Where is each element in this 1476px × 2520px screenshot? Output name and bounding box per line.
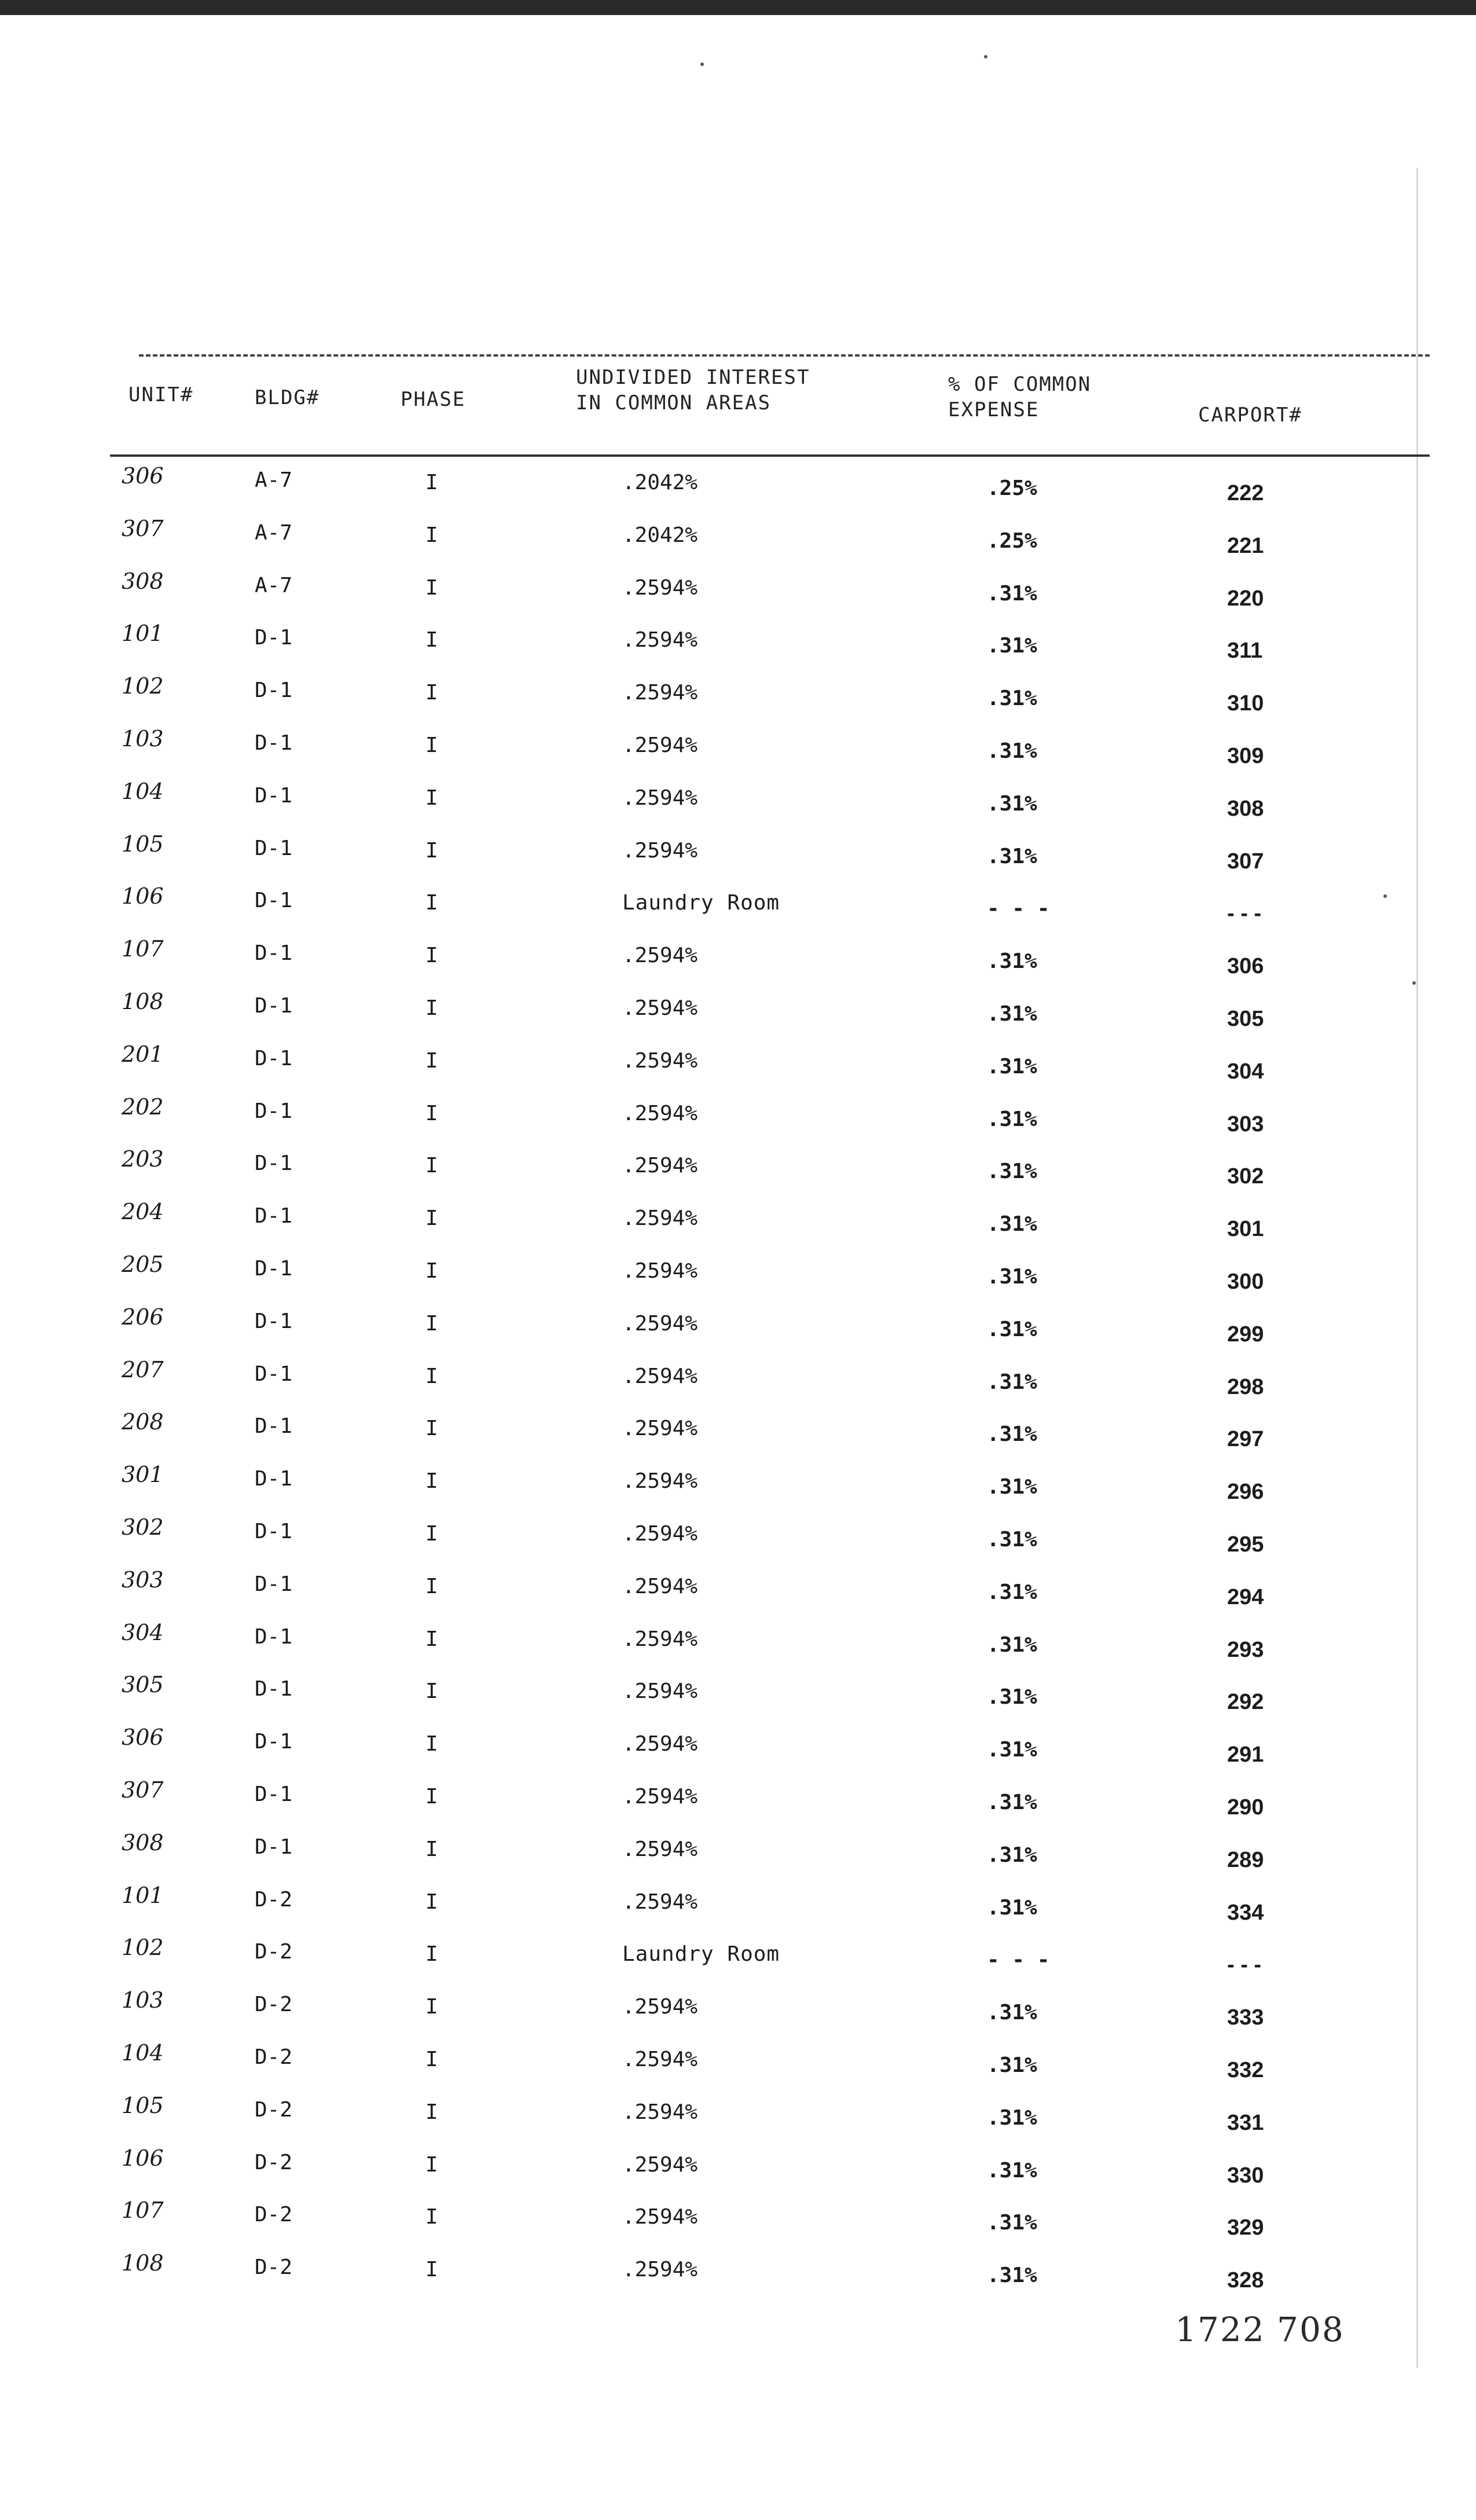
- common-expense-cell: .31%: [987, 949, 1037, 974]
- unit-cell: 202: [122, 1094, 164, 1120]
- bldg-cell: D-1: [255, 626, 293, 650]
- common-expense-cell: .31%: [987, 2158, 1037, 2182]
- carport-cell: 328: [1227, 2268, 1264, 2293]
- undivided-interest-cell: .2594%: [622, 1574, 698, 1598]
- header-unit: UNIT#: [128, 383, 194, 406]
- undivided-interest-cell: .2594%: [622, 1417, 698, 1441]
- common-expense-cell: - - -: [987, 897, 1050, 921]
- unit-cell: 307: [122, 515, 164, 541]
- header-phase: PHASE: [401, 388, 466, 411]
- unit-cell: 106: [122, 883, 164, 909]
- phase-cell: I: [425, 944, 438, 968]
- undivided-interest-cell: .2042%: [622, 471, 698, 494]
- common-expense-cell: .31%: [987, 1580, 1037, 1604]
- undivided-interest-cell: .2594%: [622, 2205, 698, 2229]
- phase-cell: I: [425, 2152, 438, 2177]
- unit-cell: 101: [122, 1882, 164, 1908]
- phase-cell: I: [425, 733, 438, 757]
- bldg-cell: D-1: [255, 1572, 293, 1596]
- undivided-interest-cell: .2594%: [622, 681, 698, 705]
- unit-cell: 305: [122, 1672, 164, 1698]
- undivided-interest-cell: .2594%: [622, 2048, 698, 2071]
- carport-cell: 307: [1227, 849, 1264, 874]
- carport-cell: 304: [1227, 1059, 1264, 1084]
- unit-cell: 307: [122, 1777, 164, 1803]
- undivided-interest-cell: .2594%: [622, 2152, 698, 2177]
- carport-cell: 332: [1227, 2058, 1264, 2082]
- page-number: 1722 708: [1175, 2310, 1345, 2349]
- unit-cell: 308: [122, 1829, 164, 1855]
- unit-cell: 301: [122, 1462, 164, 1488]
- unit-cell: 102: [122, 1935, 164, 1961]
- undivided-interest-cell: .2594%: [622, 1732, 698, 1756]
- bldg-cell: D-1: [255, 1835, 293, 1859]
- common-expense-cell: .31%: [987, 1528, 1037, 1551]
- undivided-interest-cell: Laundry Room: [622, 1942, 780, 1967]
- common-expense-cell: .31%: [987, 1054, 1037, 1079]
- common-expense-cell: .31%: [987, 1895, 1037, 1920]
- phase-cell: I: [425, 681, 438, 705]
- undivided-interest-cell: .2594%: [622, 1995, 698, 2019]
- phase-cell: I: [425, 1679, 438, 1704]
- common-expense-cell: .31%: [987, 739, 1037, 763]
- undivided-interest-cell: .2594%: [622, 733, 698, 757]
- bldg-cell: D-2: [255, 1887, 293, 1912]
- carport-cell: - - -: [1227, 901, 1262, 926]
- undivided-interest-cell: .2594%: [622, 838, 698, 863]
- common-expense-cell: .31%: [987, 1685, 1037, 1710]
- unit-cell: 308: [122, 568, 164, 594]
- phase-cell: I: [425, 1942, 438, 1967]
- phase-cell: I: [425, 1995, 438, 2019]
- phase-cell: I: [425, 1522, 438, 1546]
- carport-cell: 303: [1227, 1112, 1264, 1136]
- bldg-cell: D-1: [255, 1099, 293, 1123]
- carport-cell: 300: [1227, 1270, 1264, 1294]
- carport-cell: 301: [1227, 1217, 1264, 1242]
- header-undivided-interest: UNDIVIDED INTEREST IN COMMON AREAS: [576, 366, 810, 415]
- unit-cell: 102: [122, 673, 164, 699]
- carport-cell: 294: [1227, 1584, 1264, 1609]
- undivided-interest-cell: .2594%: [622, 1785, 698, 1809]
- scan-speck: [984, 55, 987, 58]
- bldg-cell: D-1: [255, 1151, 293, 1176]
- common-expense-cell: .31%: [987, 687, 1037, 711]
- bldg-cell: D-1: [255, 1362, 293, 1386]
- common-expense-cell: .31%: [987, 634, 1037, 658]
- carport-cell: 298: [1227, 1374, 1264, 1399]
- common-expense-cell: .31%: [987, 2053, 1037, 2077]
- undivided-interest-cell: Laundry Room: [622, 891, 780, 915]
- phase-cell: I: [425, 2048, 438, 2071]
- unit-cell: 306: [122, 1725, 164, 1751]
- unit-cell: 108: [122, 989, 164, 1014]
- phase-cell: I: [425, 1154, 438, 1178]
- phase-cell: I: [425, 2258, 438, 2282]
- undivided-interest-cell: .2594%: [622, 1837, 698, 1861]
- bldg-cell: A-7: [255, 468, 293, 492]
- phase-cell: I: [425, 2100, 438, 2124]
- phase-cell: I: [425, 1890, 438, 1914]
- unit-cell: 101: [122, 621, 164, 647]
- carport-cell: 292: [1227, 1690, 1264, 1715]
- bldg-cell: D-1: [255, 1467, 293, 1491]
- bldg-cell: D-2: [255, 2203, 293, 2227]
- header-common-expense: % OF COMMON EXPENSE: [948, 373, 1092, 421]
- undivided-interest-cell: .2594%: [622, 1469, 698, 1494]
- bldg-cell: D-1: [255, 731, 293, 755]
- phase-cell: I: [425, 1785, 438, 1809]
- unit-cell: 302: [122, 1514, 164, 1540]
- unit-cell: 303: [122, 1567, 164, 1593]
- scan-speck: [1412, 981, 1416, 985]
- bldg-cell: D-1: [255, 1204, 293, 1228]
- carport-cell: 222: [1227, 481, 1264, 505]
- bldg-cell: D-2: [255, 2255, 293, 2280]
- carport-cell: 330: [1227, 2163, 1264, 2188]
- undivided-interest-cell: .2594%: [622, 1890, 698, 1914]
- carport-cell: 296: [1227, 1480, 1264, 1505]
- common-expense-cell: .31%: [987, 1212, 1037, 1237]
- bldg-cell: D-2: [255, 2045, 293, 2069]
- unit-cell: 103: [122, 726, 164, 751]
- common-expense-cell: .25%: [987, 476, 1037, 500]
- scan-top-border: [0, 0, 1476, 15]
- bldg-cell: D-1: [255, 1782, 293, 1806]
- common-expense-cell: .31%: [987, 1002, 1037, 1026]
- common-expense-cell: .31%: [987, 1738, 1037, 1762]
- header-carport: CARPORT#: [1198, 404, 1302, 427]
- common-expense-cell: .31%: [987, 844, 1037, 868]
- bldg-cell: D-1: [255, 836, 293, 860]
- bldg-cell: D-2: [255, 2150, 293, 2174]
- unit-cell: 207: [122, 1356, 164, 1382]
- unit-cell: 201: [122, 1041, 164, 1067]
- undivided-interest-cell: .2594%: [622, 1679, 698, 1704]
- carport-cell: 331: [1227, 2110, 1264, 2135]
- phase-cell: I: [425, 575, 438, 600]
- unit-cell: 108: [122, 2250, 164, 2276]
- bldg-cell: D-1: [255, 1046, 293, 1070]
- common-expense-cell: .31%: [987, 2105, 1037, 2130]
- undivided-interest-cell: .2594%: [622, 1154, 698, 1178]
- carport-cell: 309: [1227, 744, 1264, 768]
- common-expense-cell: .31%: [987, 2001, 1037, 2025]
- common-expense-cell: .31%: [987, 791, 1037, 816]
- common-expense-cell: .31%: [987, 1160, 1037, 1184]
- phase-cell: I: [425, 1837, 438, 1861]
- undivided-interest-cell: .2594%: [622, 1311, 698, 1336]
- unit-cell: 107: [122, 936, 164, 962]
- bldg-cell: D-1: [255, 994, 293, 1018]
- carport-cell: 295: [1227, 1532, 1264, 1557]
- phase-cell: I: [425, 471, 438, 494]
- common-expense-cell: .31%: [987, 1317, 1037, 1341]
- undivided-interest-cell: .2594%: [622, 575, 698, 600]
- common-expense-cell: .31%: [987, 1370, 1037, 1394]
- common-expense-cell: .31%: [987, 1791, 1037, 1814]
- bldg-cell: D-2: [255, 1993, 293, 2017]
- undivided-interest-cell: .2594%: [622, 1364, 698, 1388]
- carport-cell: 290: [1227, 1795, 1264, 1820]
- undivided-interest-cell: .2594%: [622, 944, 698, 968]
- carport-cell: 311: [1227, 639, 1263, 663]
- undivided-interest-cell: .2594%: [622, 996, 698, 1020]
- undivided-interest-cell: .2594%: [622, 1048, 698, 1073]
- common-expense-cell: .31%: [987, 1843, 1037, 1867]
- carport-cell: 329: [1227, 2215, 1264, 2240]
- undivided-interest-cell: .2594%: [622, 628, 698, 652]
- common-expense-cell: - - -: [987, 1948, 1050, 1972]
- undivided-interest-cell: .2042%: [622, 523, 698, 547]
- unit-cell: 208: [122, 1409, 164, 1435]
- common-expense-cell: .25%: [987, 529, 1037, 553]
- bldg-cell: D-1: [255, 1257, 293, 1281]
- bldg-cell: D-2: [255, 2097, 293, 2122]
- phase-cell: I: [425, 1259, 438, 1283]
- common-expense-cell: .31%: [987, 2264, 1037, 2288]
- undivided-interest-cell: .2594%: [622, 2258, 698, 2282]
- header-bldg: BLDG#: [255, 386, 320, 409]
- phase-cell: I: [425, 2205, 438, 2229]
- undivided-interest-cell: .2594%: [622, 1101, 698, 1125]
- bldg-cell: D-1: [255, 1730, 293, 1754]
- unit-cell: 105: [122, 2092, 164, 2118]
- carport-cell: 334: [1227, 1900, 1264, 1925]
- unit-cell: 104: [122, 778, 164, 804]
- carport-cell: 310: [1227, 691, 1264, 716]
- carport-cell: 306: [1227, 954, 1264, 979]
- unit-cell: 304: [122, 1619, 164, 1645]
- undivided-interest-cell: .2594%: [622, 786, 698, 810]
- bldg-cell: D-1: [255, 783, 293, 808]
- phase-cell: I: [425, 1574, 438, 1598]
- phase-cell: I: [425, 1364, 438, 1388]
- bldg-cell: D-1: [255, 941, 293, 966]
- unit-cell: 103: [122, 1987, 164, 2013]
- scan-speck: [1383, 894, 1387, 898]
- undivided-interest-cell: .2594%: [622, 1206, 698, 1231]
- phase-cell: I: [425, 1469, 438, 1494]
- common-expense-cell: .31%: [987, 2211, 1037, 2235]
- header-rule: [110, 454, 1430, 457]
- bldg-cell: D-1: [255, 1520, 293, 1543]
- phase-cell: I: [425, 891, 438, 915]
- unit-cell: 206: [122, 1304, 164, 1330]
- phase-cell: I: [425, 1732, 438, 1756]
- common-expense-cell: .31%: [987, 1422, 1037, 1447]
- bldg-cell: D-1: [255, 889, 293, 913]
- carport-cell: - - -: [1227, 1953, 1262, 1978]
- common-expense-cell: .31%: [987, 581, 1037, 606]
- phase-cell: I: [425, 1417, 438, 1441]
- bldg-cell: D-1: [255, 1309, 293, 1333]
- undivided-interest-cell: .2594%: [622, 1259, 698, 1283]
- unit-cell: 106: [122, 2145, 164, 2171]
- undivided-interest-cell: .2594%: [622, 2100, 698, 2124]
- undivided-interest-cell: .2594%: [622, 1627, 698, 1651]
- carport-cell: 293: [1227, 1637, 1264, 1662]
- phase-cell: I: [425, 1048, 438, 1073]
- common-expense-cell: .31%: [987, 1107, 1037, 1131]
- carport-cell: 302: [1227, 1164, 1264, 1189]
- phase-cell: I: [425, 1627, 438, 1651]
- bldg-cell: D-1: [255, 678, 293, 703]
- phase-cell: I: [425, 523, 438, 547]
- unit-cell: 205: [122, 1252, 164, 1277]
- unit-cell: 306: [122, 463, 164, 489]
- phase-cell: I: [425, 1311, 438, 1336]
- common-expense-cell: .31%: [987, 1475, 1037, 1499]
- phase-cell: I: [425, 628, 438, 652]
- unit-cell: 105: [122, 831, 164, 857]
- unit-cell: 107: [122, 2198, 164, 2224]
- unit-cell: 203: [122, 1146, 164, 1172]
- unit-cell: 104: [122, 2040, 164, 2066]
- carport-cell: 308: [1227, 796, 1264, 821]
- carport-cell: 221: [1227, 533, 1264, 558]
- bldg-cell: D-1: [255, 1414, 293, 1439]
- bldg-cell: D-2: [255, 1940, 293, 1964]
- bldg-cell: A-7: [255, 573, 293, 597]
- carport-cell: 289: [1227, 1847, 1264, 1872]
- phase-cell: I: [425, 996, 438, 1020]
- carport-cell: 220: [1227, 586, 1264, 611]
- carport-cell: 305: [1227, 1007, 1264, 1031]
- carport-cell: 333: [1227, 2005, 1264, 2030]
- top-rule: [139, 354, 1430, 357]
- phase-cell: I: [425, 1101, 438, 1125]
- bldg-cell: D-1: [255, 1677, 293, 1701]
- undivided-interest-cell: .2594%: [622, 1522, 698, 1546]
- carport-cell: 291: [1227, 1743, 1264, 1767]
- common-expense-cell: .31%: [987, 1633, 1037, 1657]
- unit-cell: 204: [122, 1199, 164, 1225]
- phase-cell: I: [425, 786, 438, 810]
- scan-speck: [700, 63, 704, 66]
- carport-cell: 299: [1227, 1322, 1264, 1347]
- carport-cell: 297: [1227, 1427, 1264, 1452]
- phase-cell: I: [425, 838, 438, 863]
- bldg-cell: D-1: [255, 1624, 293, 1649]
- phase-cell: I: [425, 1206, 438, 1231]
- bldg-cell: A-7: [255, 520, 293, 545]
- common-expense-cell: .31%: [987, 1265, 1037, 1289]
